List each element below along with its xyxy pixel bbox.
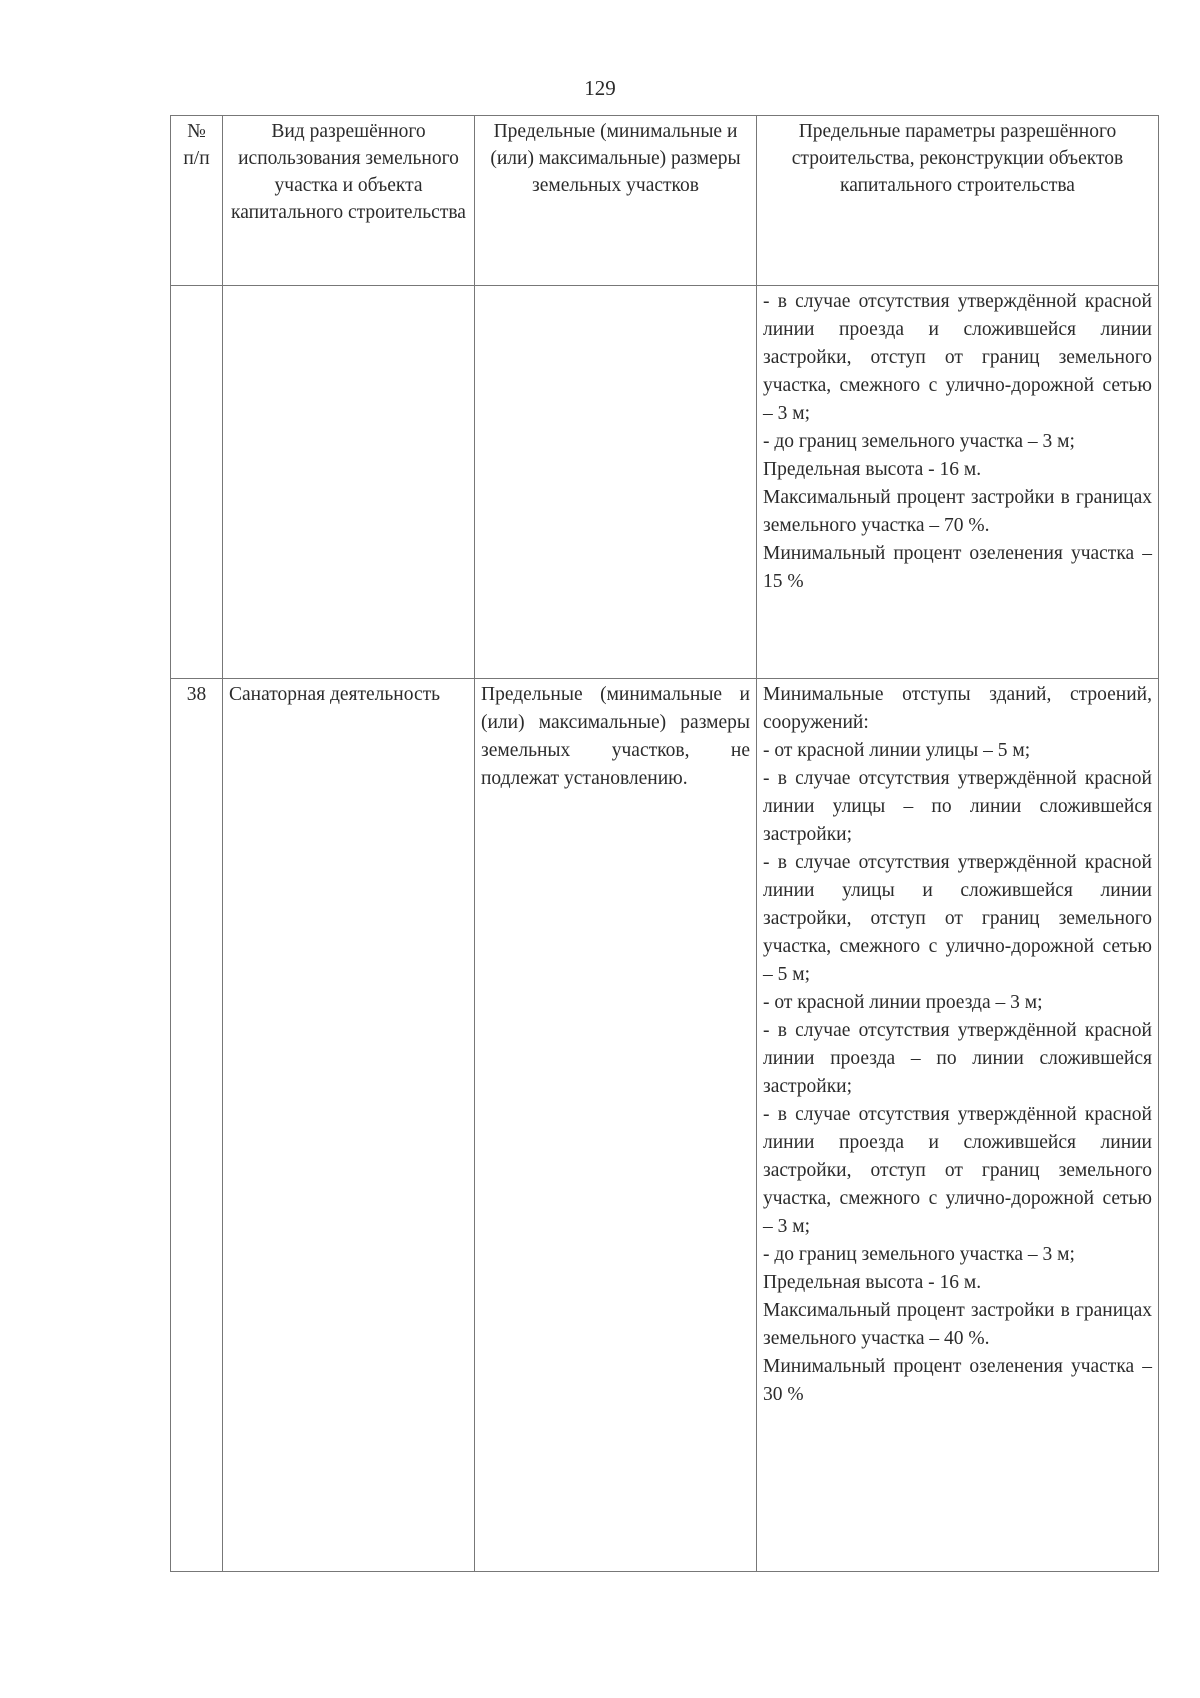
param-line: - в случае отсутствия утверждённой красной линии проезда и сложившейся линии застройки, отступ от границ земельного участка, смежного с улично-дорожной сетью – 3 м;: [763, 291, 1152, 424]
param-line: Минимальный процент озеленения участка – 15 %: [763, 543, 1152, 592]
table-row-continuation: [171, 286, 1159, 679]
cell-build-params: [757, 679, 1159, 1572]
param-line: - в случае отсутствия утверждённой красной линии проезда и сложившейся линии застройки, отступ от границ земельного участка, смежного с улично-дорожной сетью – 3 м;: [763, 1104, 1152, 1237]
param-line: Минимальный процент озеленения участка – 30 %: [763, 1356, 1152, 1405]
table-header-row: [171, 116, 1159, 286]
cell-build-params: [757, 286, 1159, 679]
param-line: - от красной линии улицы – 5 м;: [763, 740, 1031, 761]
param-line: - в случае отсутствия утверждённой красной линии проезда – по линии сложившейся застройки;: [763, 1020, 1152, 1097]
cell-use-type-empty: [223, 286, 475, 679]
param-line: - до границ земельного участка – 3 м;: [763, 431, 1075, 452]
cell-use-type: Санаторная деятельность: [223, 679, 475, 1572]
param-line: Предельная высота - 16 м.: [763, 459, 982, 480]
header-build-params: Предельные параметры разрешённого строительства, реконструкции объектов капитального строительства: [757, 116, 1159, 286]
param-line: Минимальные отступы зданий, строений, сооружений:: [763, 684, 1152, 733]
cell-number-empty: [171, 286, 223, 679]
cell-sizes-empty: [475, 286, 757, 679]
param-line: - от красной линии проезда – 3 м;: [763, 992, 1043, 1013]
cell-number: 38: [171, 679, 223, 1572]
header-plot-sizes: Предельные (минимальные и (или) максимальные) размеры земельных участков: [475, 116, 757, 286]
header-use-type: Вид разрешённого использования земельного участка и объекта капитального строительства: [223, 116, 475, 286]
param-line: Максимальный процент застройки в границах земельного участка – 40 %.: [763, 1300, 1152, 1349]
header-number: № п/п: [171, 116, 223, 286]
cell-plot-sizes: Предельные (минимальные и (или) максимальные) размеры земельных участков, не подлежат установлению.: [475, 679, 757, 1572]
param-line: Максимальный процент застройки в границах земельного участка – 70 %.: [763, 487, 1152, 536]
param-line: - в случае отсутствия утверждённой красной линии улицы – по линии сложившейся застройки;: [763, 768, 1152, 845]
land-use-regulations-table: [170, 115, 1159, 1572]
param-line: - до границ земельного участка – 3 м;: [763, 1244, 1075, 1265]
param-line: - в случае отсутствия утверждённой красной линии улицы и сложившейся линии застройки, отступ от границ земельного участка, смежного с улично-дорожной сетью – 5 м;: [763, 852, 1152, 985]
table-row-38: [171, 679, 1159, 1572]
page-number: 129: [584, 76, 616, 100]
param-line: Предельная высота - 16 м.: [763, 1272, 982, 1293]
